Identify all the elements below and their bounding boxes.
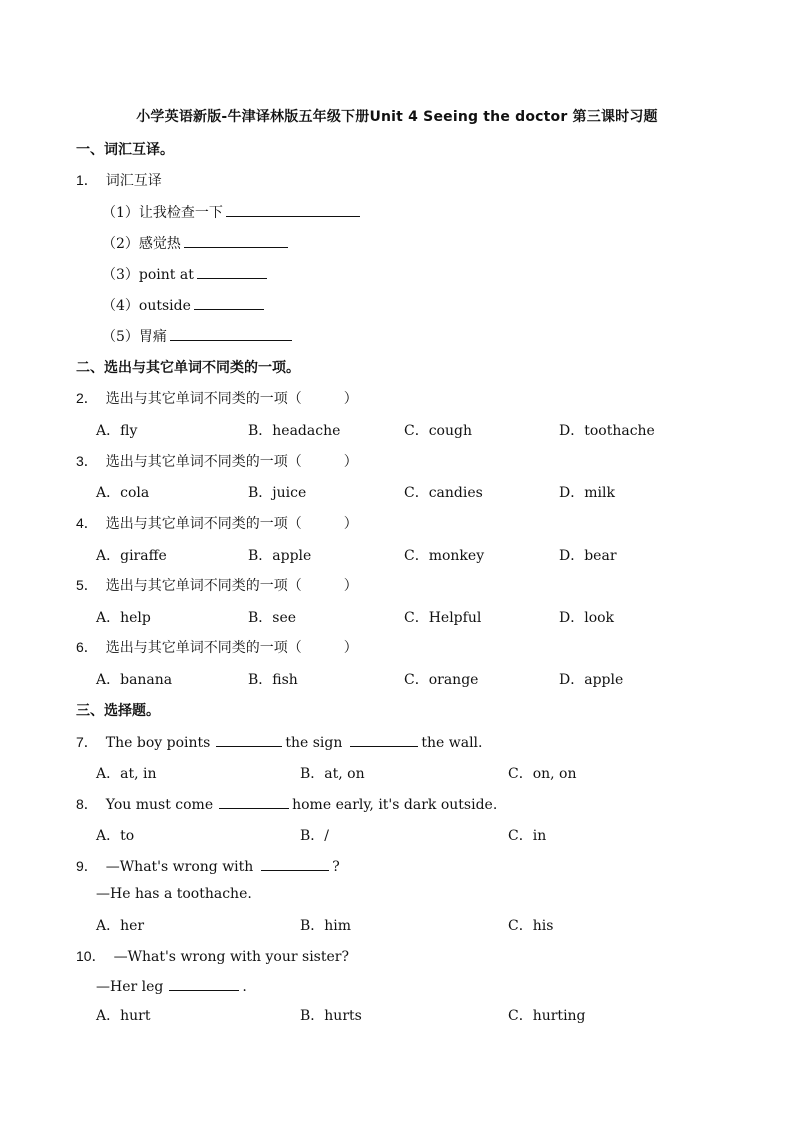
answer-blank[interactable] — [169, 976, 239, 991]
answer-blank[interactable] — [226, 202, 360, 217]
answer-paren-close: ） — [343, 640, 358, 656]
option-a[interactable]: A．banana — [96, 672, 173, 688]
question-4 — [76, 513, 358, 533]
option-b[interactable]: B．fish — [248, 672, 298, 688]
question-text: 选出与其它单词不同类的一项（ — [105, 454, 302, 470]
option-a[interactable]: A．hurt — [96, 1008, 151, 1024]
option-c[interactable]: C．candies — [404, 485, 483, 501]
option-b[interactable]: B．/ — [300, 828, 330, 844]
answer-paren-close: ） — [343, 454, 358, 470]
option-d[interactable]: D．milk — [559, 485, 615, 501]
vocab-item-1 — [102, 202, 363, 222]
question-text: 选出与其它单词不同类的一项（ — [105, 578, 302, 594]
option-c[interactable]: C．in — [508, 828, 547, 844]
question-5 — [76, 575, 358, 595]
answer-blank[interactable] — [194, 295, 264, 310]
answer-paren-close: ） — [343, 391, 358, 407]
option-c[interactable]: C．orange — [404, 672, 479, 688]
vocab-item-4 — [102, 295, 267, 315]
answer-paren-close: ） — [343, 516, 358, 532]
question-text: The boy points — [105, 735, 211, 751]
answer-blank[interactable] — [197, 264, 267, 279]
question-text: ? — [332, 859, 340, 875]
vocab-prompt: （3）point at — [102, 267, 194, 283]
question-6 — [76, 637, 358, 657]
answer-blank[interactable] — [261, 856, 329, 871]
option-c[interactable]: C．hurting — [508, 1008, 586, 1024]
question-text: —Her leg — [96, 979, 164, 995]
question-number: 7． — [76, 734, 98, 750]
option-a[interactable]: A．giraffe — [96, 548, 167, 564]
question-9 — [76, 856, 340, 876]
question-text: —What's wrong with your sister? — [113, 949, 349, 965]
option-b[interactable]: B．at, on — [300, 766, 365, 782]
question-10 — [76, 946, 349, 966]
answer-paren-close: ） — [343, 578, 358, 594]
question-10-response — [96, 976, 247, 995]
answer-blank[interactable] — [216, 732, 282, 747]
question-number: 2． — [76, 390, 98, 406]
option-c[interactable]: C．Helpful — [404, 610, 482, 626]
question-3 — [76, 451, 358, 471]
question-number: 8． — [76, 796, 98, 812]
section-heading-multiple-choice: 三、选择题。 — [76, 703, 160, 719]
question-number: 6． — [76, 639, 98, 655]
question-text: 选出与其它单词不同类的一项（ — [105, 391, 302, 407]
option-d[interactable]: D．apple — [559, 672, 624, 688]
section-heading-odd-one-out: 二、选出与其它单词不同类的一项。 — [76, 360, 300, 376]
question-text: 选出与其它单词不同类的一项（ — [105, 640, 302, 656]
question-number: 10． — [76, 948, 106, 964]
vocab-prompt: （2）感觉热 — [102, 236, 181, 252]
option-a[interactable]: A．to — [96, 828, 135, 844]
option-d[interactable]: D．look — [559, 610, 615, 626]
question-text: . — [242, 979, 247, 995]
option-c[interactable]: C．on, on — [508, 766, 577, 782]
question-text: the sign — [285, 735, 343, 751]
option-a[interactable]: A．fly — [96, 423, 138, 439]
question-number: 1． — [76, 172, 98, 188]
option-a[interactable]: A．cola — [96, 485, 150, 501]
question-1 — [76, 170, 162, 190]
option-d[interactable]: D．bear — [559, 548, 617, 564]
question-number: 5． — [76, 577, 98, 593]
option-c[interactable]: C．his — [508, 918, 554, 934]
question-number: 3． — [76, 453, 98, 469]
option-a[interactable]: A．her — [96, 918, 145, 934]
question-number: 9． — [76, 858, 98, 874]
question-8 — [76, 794, 497, 814]
question-text: 词汇互译 — [105, 173, 162, 189]
option-b[interactable]: B．him — [300, 918, 352, 934]
vocab-item-2 — [102, 233, 291, 253]
page-title: 小学英语新版-牛津译林版五年级下册Unit 4 Seeing the doctor 第三课时习题 — [136, 109, 658, 125]
option-b[interactable]: B．apple — [248, 548, 312, 564]
vocab-item-3 — [102, 264, 270, 284]
question-7 — [76, 732, 483, 752]
option-c[interactable]: C．cough — [404, 423, 472, 439]
answer-blank[interactable] — [350, 732, 418, 747]
option-a[interactable]: A．at, in — [96, 766, 157, 782]
question-2 — [76, 388, 358, 408]
question-text: You must come — [105, 797, 214, 813]
section-heading-vocabulary: 一、词汇互译。 — [76, 142, 174, 158]
question-text: home early, it's dark outside. — [292, 797, 498, 813]
question-text: the wall. — [421, 735, 483, 751]
answer-blank[interactable] — [184, 233, 288, 248]
vocab-prompt: （5）胃痛 — [102, 329, 167, 345]
vocab-prompt: （1）让我检查一下 — [102, 205, 223, 221]
option-b[interactable]: B．headache — [248, 423, 341, 439]
option-d[interactable]: D．toothache — [559, 423, 655, 439]
vocab-item-5 — [102, 326, 295, 346]
question-text: 选出与其它单词不同类的一项（ — [105, 516, 302, 532]
question-text: —What's wrong with — [105, 859, 254, 875]
question-number: 4． — [76, 515, 98, 531]
option-c[interactable]: C．monkey — [404, 548, 485, 564]
vocab-prompt: （4）outside — [102, 298, 191, 314]
option-b[interactable]: B．see — [248, 610, 297, 626]
question-9-response: —He has a toothache. — [96, 886, 252, 902]
option-b[interactable]: B．juice — [248, 485, 307, 501]
option-b[interactable]: B．hurts — [300, 1008, 362, 1024]
answer-blank[interactable] — [170, 326, 292, 341]
option-a[interactable]: A．help — [96, 610, 151, 626]
answer-blank[interactable] — [219, 794, 289, 809]
